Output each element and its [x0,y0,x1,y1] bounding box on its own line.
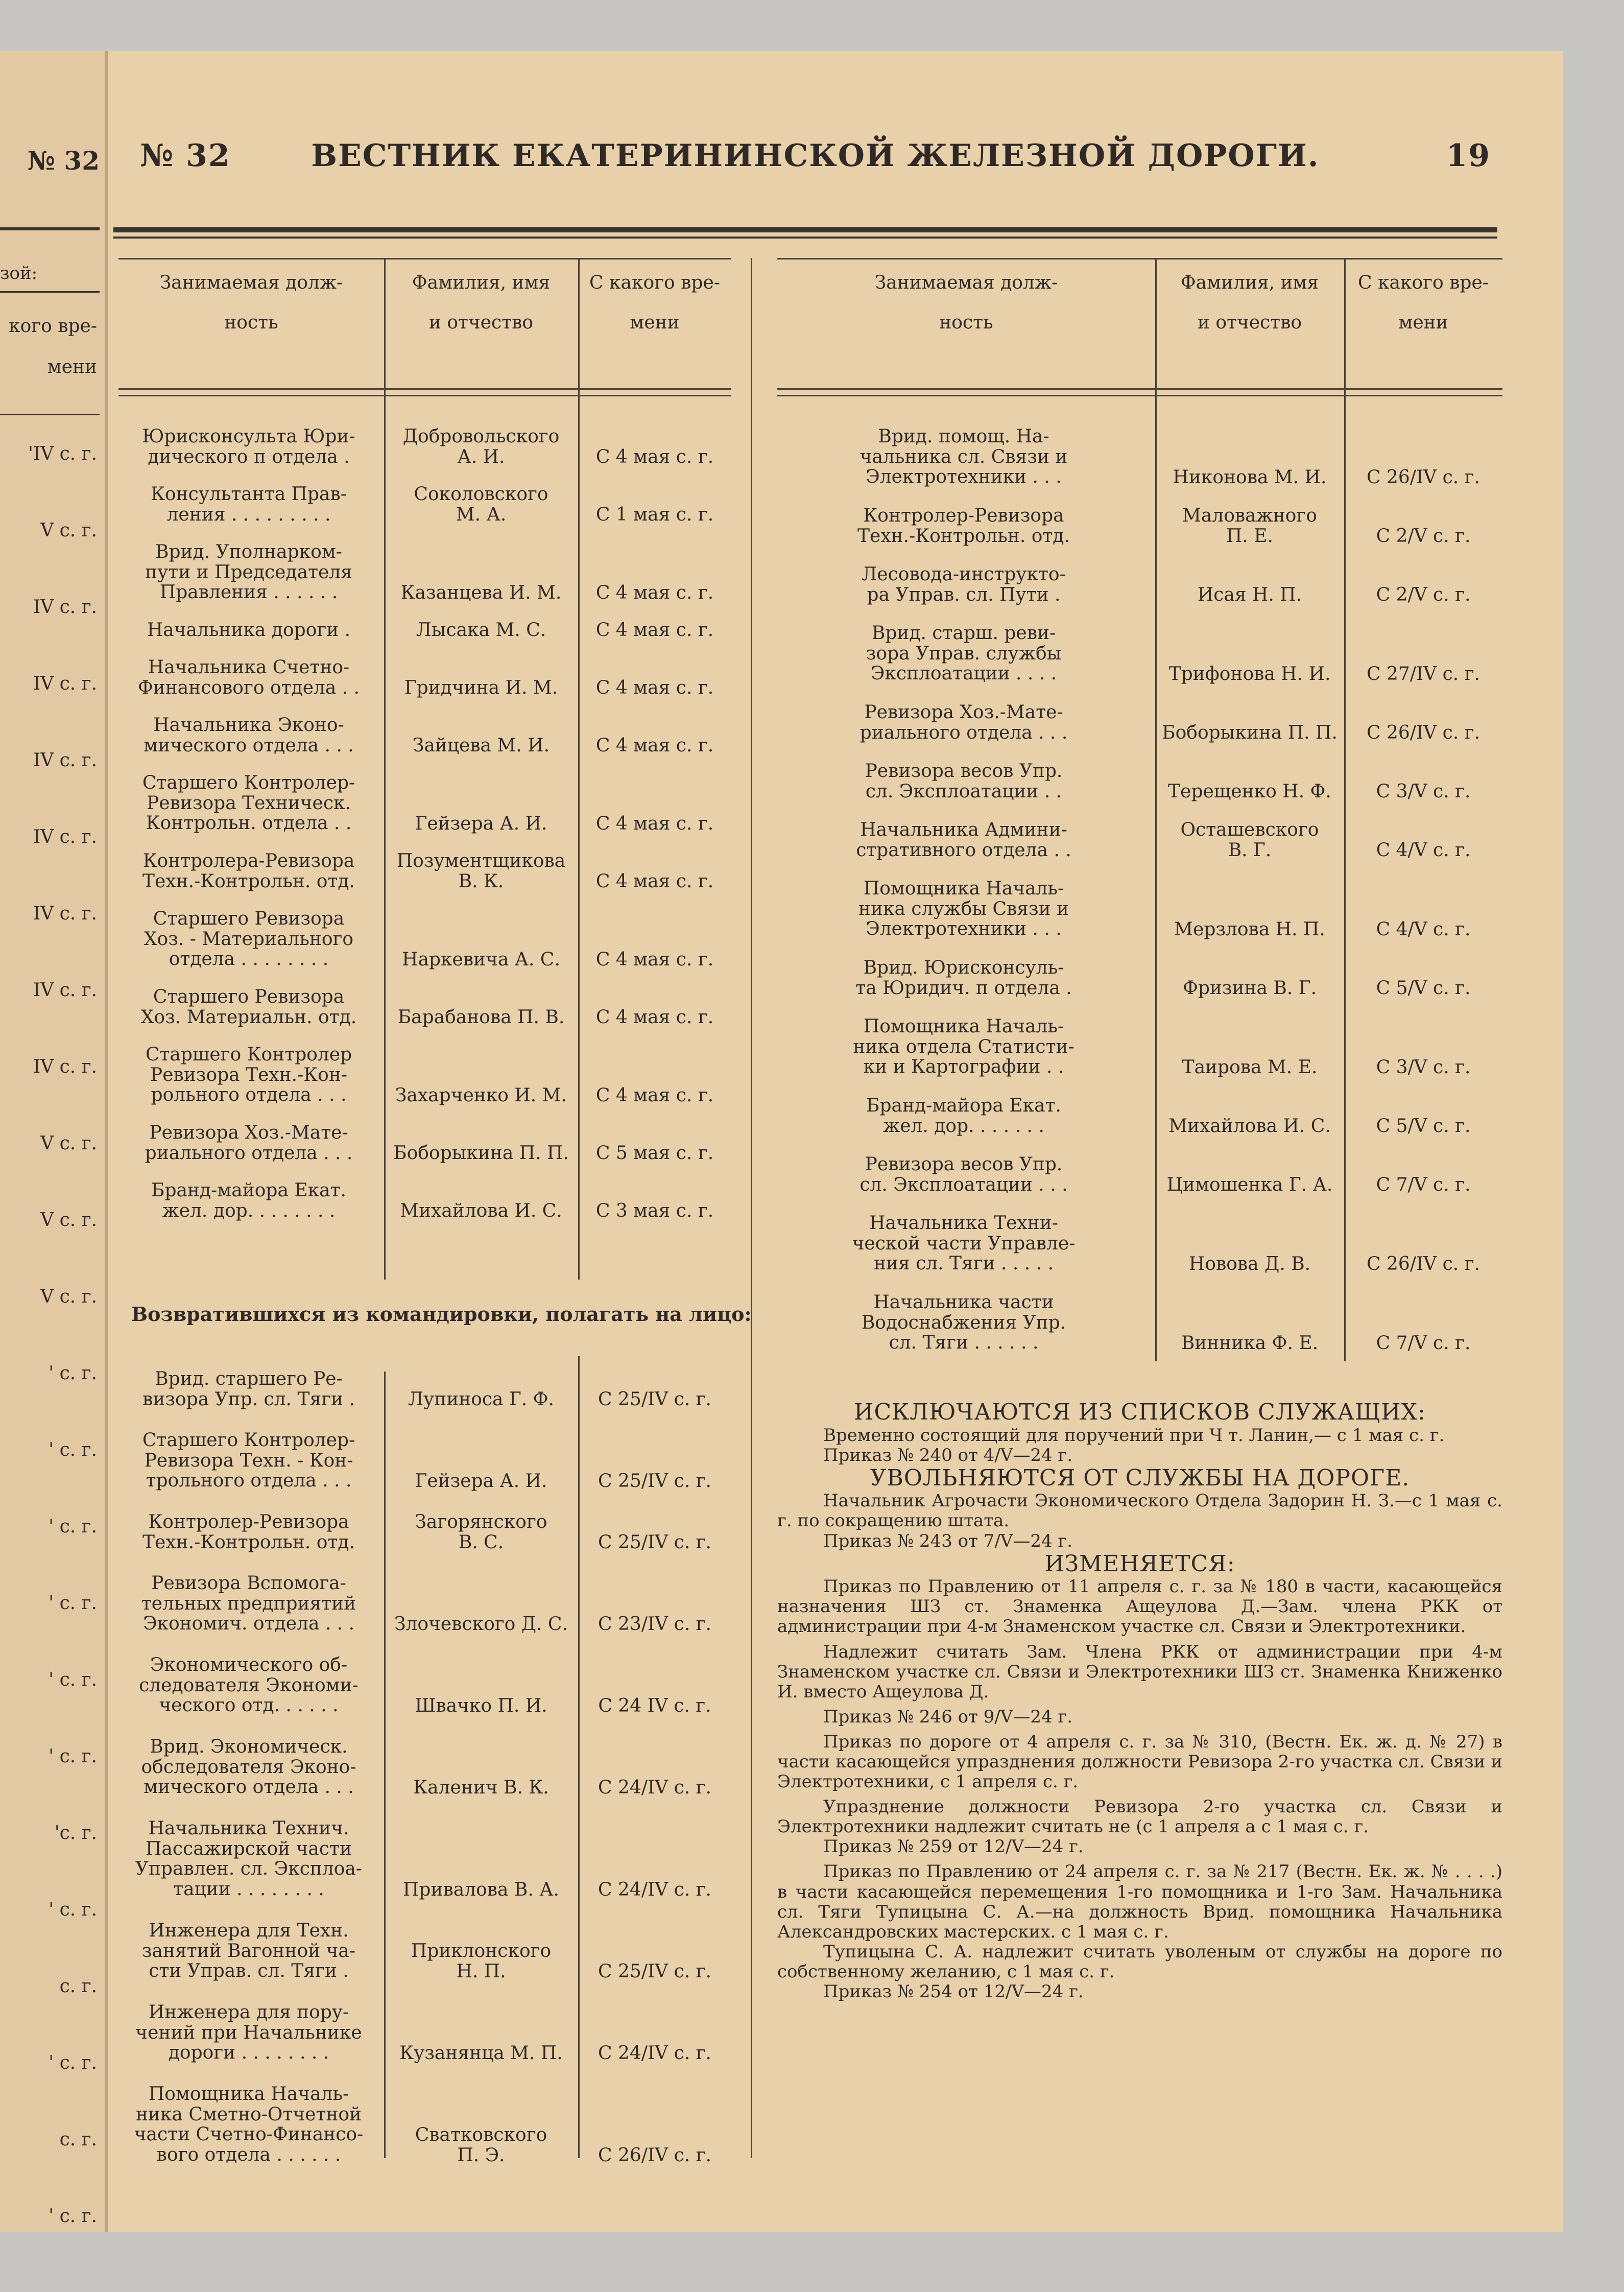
row-position: Врид. Экономическ. обследователя Эконо- мического отдела . . . [141,1736,356,1798]
text-changed-3: Приказ по дороге от 4 апреля с. г. за № 310, (Вестн. Ек. ж. д. № 27) в части касающейся упразднения должности Ревизора 2-го участка сл. Связи и Электротехники, с 1 апреля с. г. [777,1731,1502,1792]
row-position: Начальника Технич. Пассажирской части Управлен. сл. Эксплоа- тации . . . . . . . . [135,1818,363,1900]
row-position: Старшего Контролер- Ревизора Техн. - Кон- трольного отдела . . . [142,1430,355,1492]
col-head-position-right: Занимаемая долж- ность [874,272,1058,333]
row-date: С 2/V с. г. [1376,584,1471,605]
row-date: С 26/IV с. г. [1367,467,1480,488]
prev-page-cell: ' с. г. [49,1516,97,1537]
prev-page-cell: IV с. г. [33,597,97,618]
row-position: Контролера-Ревизора Техн.-Контрольн. отд. [142,850,355,892]
table-row [118,1123,731,1164]
newspaper-page [108,51,1563,2232]
row-position: Начальника дороги . [147,620,351,641]
row-name: Терещенко Н. Ф. [1168,781,1331,802]
row-name: Каленич В. К. [413,1777,549,1798]
row-name: Захарченко И. М. [395,1085,567,1106]
order-246: Приказ № 246 от 9/V—24 г. [823,1706,1073,1727]
row-date: С 4/V с. г. [1376,919,1471,940]
table-row [118,851,731,892]
row-date: С 24/IV с. г. [598,1879,711,1900]
row-position: Начальника Эконо- мического отдела . . . [144,715,354,756]
newspaper-title: ВЕСТНИК ЕКАТЕРИНИНСКОЙ ЖЕЛЕЗНОЙ ДОРОГИ. [311,138,1320,174]
row-date: С 5 мая с. г. [595,1143,714,1164]
table-row [118,909,731,970]
row-name: Злочевского Д. С. [394,1614,568,1635]
row-position: Старшего Контролер Ревизора Техн.-Кон- рольного отдела . . . [145,1044,352,1106]
prev-page-cell: ' с. г. [49,1363,97,1384]
row-name: Зайцева М. И. [412,735,550,756]
table-row [777,1292,1502,1354]
row-position: Врид. старш. реви- зора Управ. службы Эксплоатации . . . . [866,623,1062,684]
prev-page-cell: ' с. г. [49,1593,97,1614]
row-position: Старшего Контролер- Ревизора Техническ. Контрольн. отдела . . [142,772,355,834]
prev-page-cell: ' с. г. [49,2052,97,2073]
table-row [777,1154,1502,1195]
table-row [777,1213,1502,1274]
prev-page-cell: IV с. г. [33,750,97,771]
row-name: Добровольского А. И. [402,426,560,467]
left-table [118,258,731,2166]
row-date: С 4 мая с. г. [595,1007,714,1028]
row-name: Лысака М. С. [416,620,546,641]
row-name: Мерзлова Н. П. [1174,919,1325,940]
row-position: Помощника Началь- ника службы Связи и Электротехники . . . [858,878,1069,940]
row-date: С 25/IV с. г. [598,1532,711,1553]
issue-number: № 32 [140,138,231,174]
col-head-name-right: Фамилия, имя и отчество [1180,272,1319,333]
row-date: С 24/IV с. г. [598,1777,711,1798]
row-name: Трифонова Н. И. [1168,664,1331,684]
row-position: Начальника Админи- стративного отдела . . [856,819,1071,861]
row-date: С 7/V с. г. [1376,1174,1471,1195]
row-name: Швачко П. И. [415,1695,547,1716]
column-divider [751,258,752,2158]
row-name: Маловажного П. Е. [1182,505,1317,547]
row-name: Боборыкина П. П. [1162,722,1338,743]
row-date: С 4 мая с. г. [595,871,714,892]
prev-page-cell: 'IV с. г. [28,443,97,464]
row-position: Начальника Счетно- Финансового отдела . . [137,657,360,698]
prev-col-head-1: кого вре- [9,316,97,337]
row-name: Никонова М. И. [1173,467,1327,488]
row-date: С 25/IV с. г. [598,1961,711,1982]
heading-excluded: ИСКЛЮЧАЮТСЯ ИЗ СПИСКОВ СЛУЖАЩИХ: [854,1399,1426,1425]
prev-header-rule [0,227,100,230]
col-head-name: Фамилия, имя и отчество [412,272,551,333]
order-259: Приказ № 259 от 12/V—24 г. [823,1836,1084,1857]
row-date: С 7/V с. г. [1376,1333,1471,1354]
row-name: Гейзера А. И. [415,1471,547,1492]
row-date: С 25/IV с. г. [598,1389,711,1410]
row-date: С 5/V с. г. [1376,1116,1471,1137]
page-header [140,138,1491,179]
row-name: Боборыкина П. П. [393,1143,569,1164]
row-name: Приклонского Н. П. [411,1941,552,1982]
row-date: С 3/V с. г. [1376,781,1471,802]
row-date: С 26/IV с. г. [1367,1254,1480,1274]
row-position: Старшего Ревизора Хоз. Материальн. отд. [140,986,357,1028]
row-date: С 4 мая с. г. [595,735,714,756]
prev-page-cell: V с. г. [40,1133,97,1154]
row-position: Ревизора Хоз.-Мате- риального отдела . . . [145,1122,353,1164]
row-name: Новова Д. В. [1188,1254,1311,1274]
row-date: С 4 мая с. г. [595,813,714,834]
row-date: С 26/IV с. г. [1367,722,1480,743]
row-position: Ревизора Хоз.-Мате- риального отдела . . . [859,702,1068,743]
row-date: С 24/IV с. г. [598,2043,711,2064]
row-name: Таирова М. Е. [1182,1057,1318,1078]
col-head-since-right: С какого вре- мени [1358,272,1489,333]
row-name: Михайлова И. С. [1168,1116,1331,1137]
table-row [777,879,1502,940]
row-name: Лупиноса Г. Ф. [408,1389,554,1410]
row-name: Гридчина И. М. [404,677,558,698]
row-date: С 4 мая с. г. [595,1085,714,1106]
order-254: Приказ № 254 от 12/V—24 г. [823,1981,1084,2002]
row-position: Инженера для Техн. занятий Вагонной ча- сти Управ. сл. Тяги . [141,1920,356,1982]
row-date: С 4 мая с. г. [595,446,714,467]
text-changed-6: Тупицына С. А. надлежит считать уволеным от службы на дороге по собственному желанию, с 1 мая с. г. [777,1941,1502,1982]
table-row [777,564,1502,605]
table-row [118,1512,731,1553]
col-head-position: Занимаемая долж- ность [159,272,343,333]
table-row [777,1017,1502,1078]
row-date: С 26/IV с. г. [598,2145,711,2166]
row-name: Привалова В. А. [403,1879,559,1900]
row-name: Сватковского П. Э. [415,2124,547,2166]
row-name: Осташевского В. Г. [1180,819,1319,861]
col-head-since: С какого вре- мени [589,272,720,333]
row-position: Врид. старшего Ре- визора Упр. сл. Тяги . [142,1368,355,1410]
prev-table-top-rule [0,291,100,293]
prev-page-cell: IV с. г. [33,1056,97,1077]
table-row [118,620,731,641]
table-row [118,1430,731,1492]
row-position: Консультанта Прав- ления . . . . . . . . . [151,484,347,525]
row-name: Винника Ф. Е. [1181,1333,1319,1354]
previous-page-edge [0,51,108,2232]
row-date: С 27/IV с. г. [1367,664,1480,684]
prev-page-cell: ' с. г. [49,1439,97,1460]
prev-page-caption: зой: [0,263,38,283]
text-changed-4: Упразднение должности Ревизора 2-го участка сл. Связи и Электротехники надлежит считать не (с 1 апреля а с 1 мая с. г. [777,1797,1502,1837]
row-position: Старшего Ревизора Хоз. - Материального отдела . . . . . . . . [144,908,354,970]
row-name: Казанцева И. М. [400,582,562,603]
row-position: Бранд-майора Екат. жел. дор. . . . . . . . [151,1180,346,1221]
text-changed-1: Приказ по Правлению от 11 апреля с. г. за № 180 в части, касающейся назначения ШЗ ст. Знаменка Ащеулова Д.—Зам. члена РКК от администрации при 4-м Знаменском участке сл. Связи и Электротехники. [777,1576,1502,1637]
row-position: Ревизора Вспомога- тельных предприятий Экономич. отдела . . . [141,1573,356,1635]
row-position: Врид. Юрисконсуль- та Юридич. п отдела . [855,957,1072,999]
text-changed-5: Приказ по Правлению от 24 апреля с. г. за № 217 (Вестн. Ек. ж. № . . . .) в части касающейся перемещения 1-го помощника и 1-го Зам. Начальника сл. Тяги Тупицына С. А.—на должность Врид. помощника Начальника Александровских мастерских. с 1 мая с. г. [777,1861,1502,1942]
row-date: С 2/V с. г. [1376,526,1471,547]
prev-page-cell: ' с. г. [49,1899,97,1920]
table-row [777,1096,1502,1137]
right-table [777,258,1502,1402]
prev-page-cell: IV с. г. [33,903,97,924]
returned-caption: Возвратившихся из командировки, полагать на лицо: [131,1303,752,1326]
notices-block [777,1400,1502,2002]
row-position: Врид. помощ. На- чальника сл. Связи и Электротехники . . . [859,426,1068,488]
text-dismissed: Начальник Агрочасти Экономического Отдела Задорин Н. З.—с 1 мая с. г. по сокращению штата. [777,1491,1502,1531]
row-date: С 25/IV с. г. [598,1471,711,1492]
row-name: Михайлова И. С. [400,1200,562,1221]
row-name: Исая Н. П. [1197,584,1302,605]
row-position: Юрисконсульта Юри- дического п отдела . [142,426,355,467]
row-name: Фризина В. Г. [1182,978,1317,999]
row-position: Инженера для пору- чений при Начальнике дороги . . . . . . . . [135,2002,362,2064]
table-row [118,542,731,603]
heading-dismissed: УВОЛЬНЯЮТСЯ ОТ СЛУЖБЫ НА ДОРОГЕ. [870,1464,1410,1491]
prev-page-number: № 32 [27,146,100,176]
row-name: Загорянского В. С. [415,1511,547,1553]
row-position: Контролер-Ревизора Техн.-Контрольн. отд. [142,1511,355,1553]
prev-page-cell: 'с. г. [54,1823,97,1844]
row-position: Бранд-майора Екат. жел. дор. . . . . . . [866,1095,1061,1137]
prev-page-cell: V с. г. [40,520,97,541]
table-row [118,657,731,698]
row-name: Цимошенка Г. А. [1166,1174,1333,1195]
table-row [777,427,1502,488]
table-row [118,1655,731,1716]
table-row [118,715,731,756]
heading-changed: ИЗМЕНЯЕТСЯ: [1044,1550,1235,1577]
row-date: С 4 мая с. г. [595,677,714,698]
row-name: Соколовского М. А. [414,484,548,525]
row-date: С 5/V с. г. [1376,978,1471,999]
order-243: Приказ № 243 от 7/V—24 г. [823,1530,1073,1551]
row-position: Ревизора весов Упр. сл. Эксплоатации . . [865,761,1063,802]
row-name: Гейзера А. И. [415,813,547,834]
text-excluded: Временно состоящий для поручений при Ч т. Ланин,— с 1 мая с. г. [823,1425,1445,1446]
prev-page-cell: ' с. г. [49,2206,97,2227]
table-row [777,623,1502,684]
row-date: С 3/V с. г. [1376,1057,1471,1078]
table-row [118,2084,731,2166]
prev-page-cell: с. г. [59,1976,97,1997]
text-changed-2: Надлежит считать Зам. Члена РКК от администрации при 4-м Знаменском участке сл. Связи и Электротехники ШЗ ст. Знаменка Книженко И. вместо Ащеулова Д. [777,1641,1502,1702]
row-position: Помощника Началь- ника Сметно-Отчетной части Счетно-Финансо- вого отдела . . . . . . [134,2084,364,2165]
row-name: Кузанянца М. П. [399,2043,563,2064]
row-name: Позументщикова В. К. [396,850,566,892]
row-name: Наркевича А. С. [402,949,560,970]
row-date: С 24 IV с. г. [598,1695,711,1716]
row-position: Начальника части Водоснабжения Упр. сл. Тяги . . . . . . [861,1292,1066,1354]
row-position: Врид. Уполнарком- пути и Председателя Правления . . . . . . [145,541,352,603]
prev-page-cell: с. г. [59,2129,97,2150]
row-position: Лесовода-инструкто- ра Управ. сл. Пути . [862,564,1066,605]
row-position: Помощника Началь- ника отдела Статисти- ки и Картографии . . [853,1016,1074,1078]
table-row [118,1573,731,1635]
prev-col-head-2: мени [47,357,97,377]
row-date: С 23/IV с. г. [598,1614,711,1635]
table-row [118,987,731,1028]
prev-page-cell: V с. г. [40,1210,97,1231]
prev-table-head-rule [0,414,100,415]
table-row [118,1921,731,1982]
row-date: С 4/V с. г. [1376,840,1471,861]
table-row [777,820,1502,861]
prev-page-cell: ' с. г. [49,1746,97,1767]
row-name: Барабанова П. В. [397,1007,565,1028]
row-position: Ревизора весов Упр. сл. Эксплоатации . . . [859,1154,1068,1195]
prev-page-cell: ' с. г. [49,1669,97,1690]
table-row [118,1818,731,1900]
table-row [118,427,731,467]
table-row [118,1369,731,1410]
row-date: С 4 мая с. г. [595,949,714,970]
table-row [777,761,1502,802]
row-date: С 4 мая с. г. [595,620,714,641]
row-date: С 4 мая с. г. [595,582,714,603]
table-row [118,1737,731,1798]
table-row [118,484,731,525]
prev-page-cell: IV с. г. [33,826,97,847]
page-number: 19 [1446,138,1491,174]
table-row [118,1045,731,1106]
prev-page-cell: IV с. г. [33,673,97,694]
table-row [777,506,1502,547]
table-row [777,958,1502,999]
row-date: С 3 мая с. г. [595,1200,714,1221]
row-position: Экономического об- следователя Экономи- ческого отд. . . . . . [139,1655,359,1716]
row-position: Контролер-Ревизора Техн.-Контрольн. отд. [857,505,1070,547]
prev-page-cell: IV с. г. [33,980,97,1001]
prev-page-cell: V с. г. [40,1286,97,1307]
table-row [777,702,1502,743]
row-date: С 1 мая с. г. [595,504,714,525]
table-row [118,773,731,834]
table-row [118,1180,731,1221]
table-row [118,2002,731,2064]
row-position: Начальника Техни- ческой части Управле- ния сл. Тяги . . . . . [852,1213,1076,1274]
order-240: Приказ № 240 от 4/V—24 г. [823,1445,1073,1466]
